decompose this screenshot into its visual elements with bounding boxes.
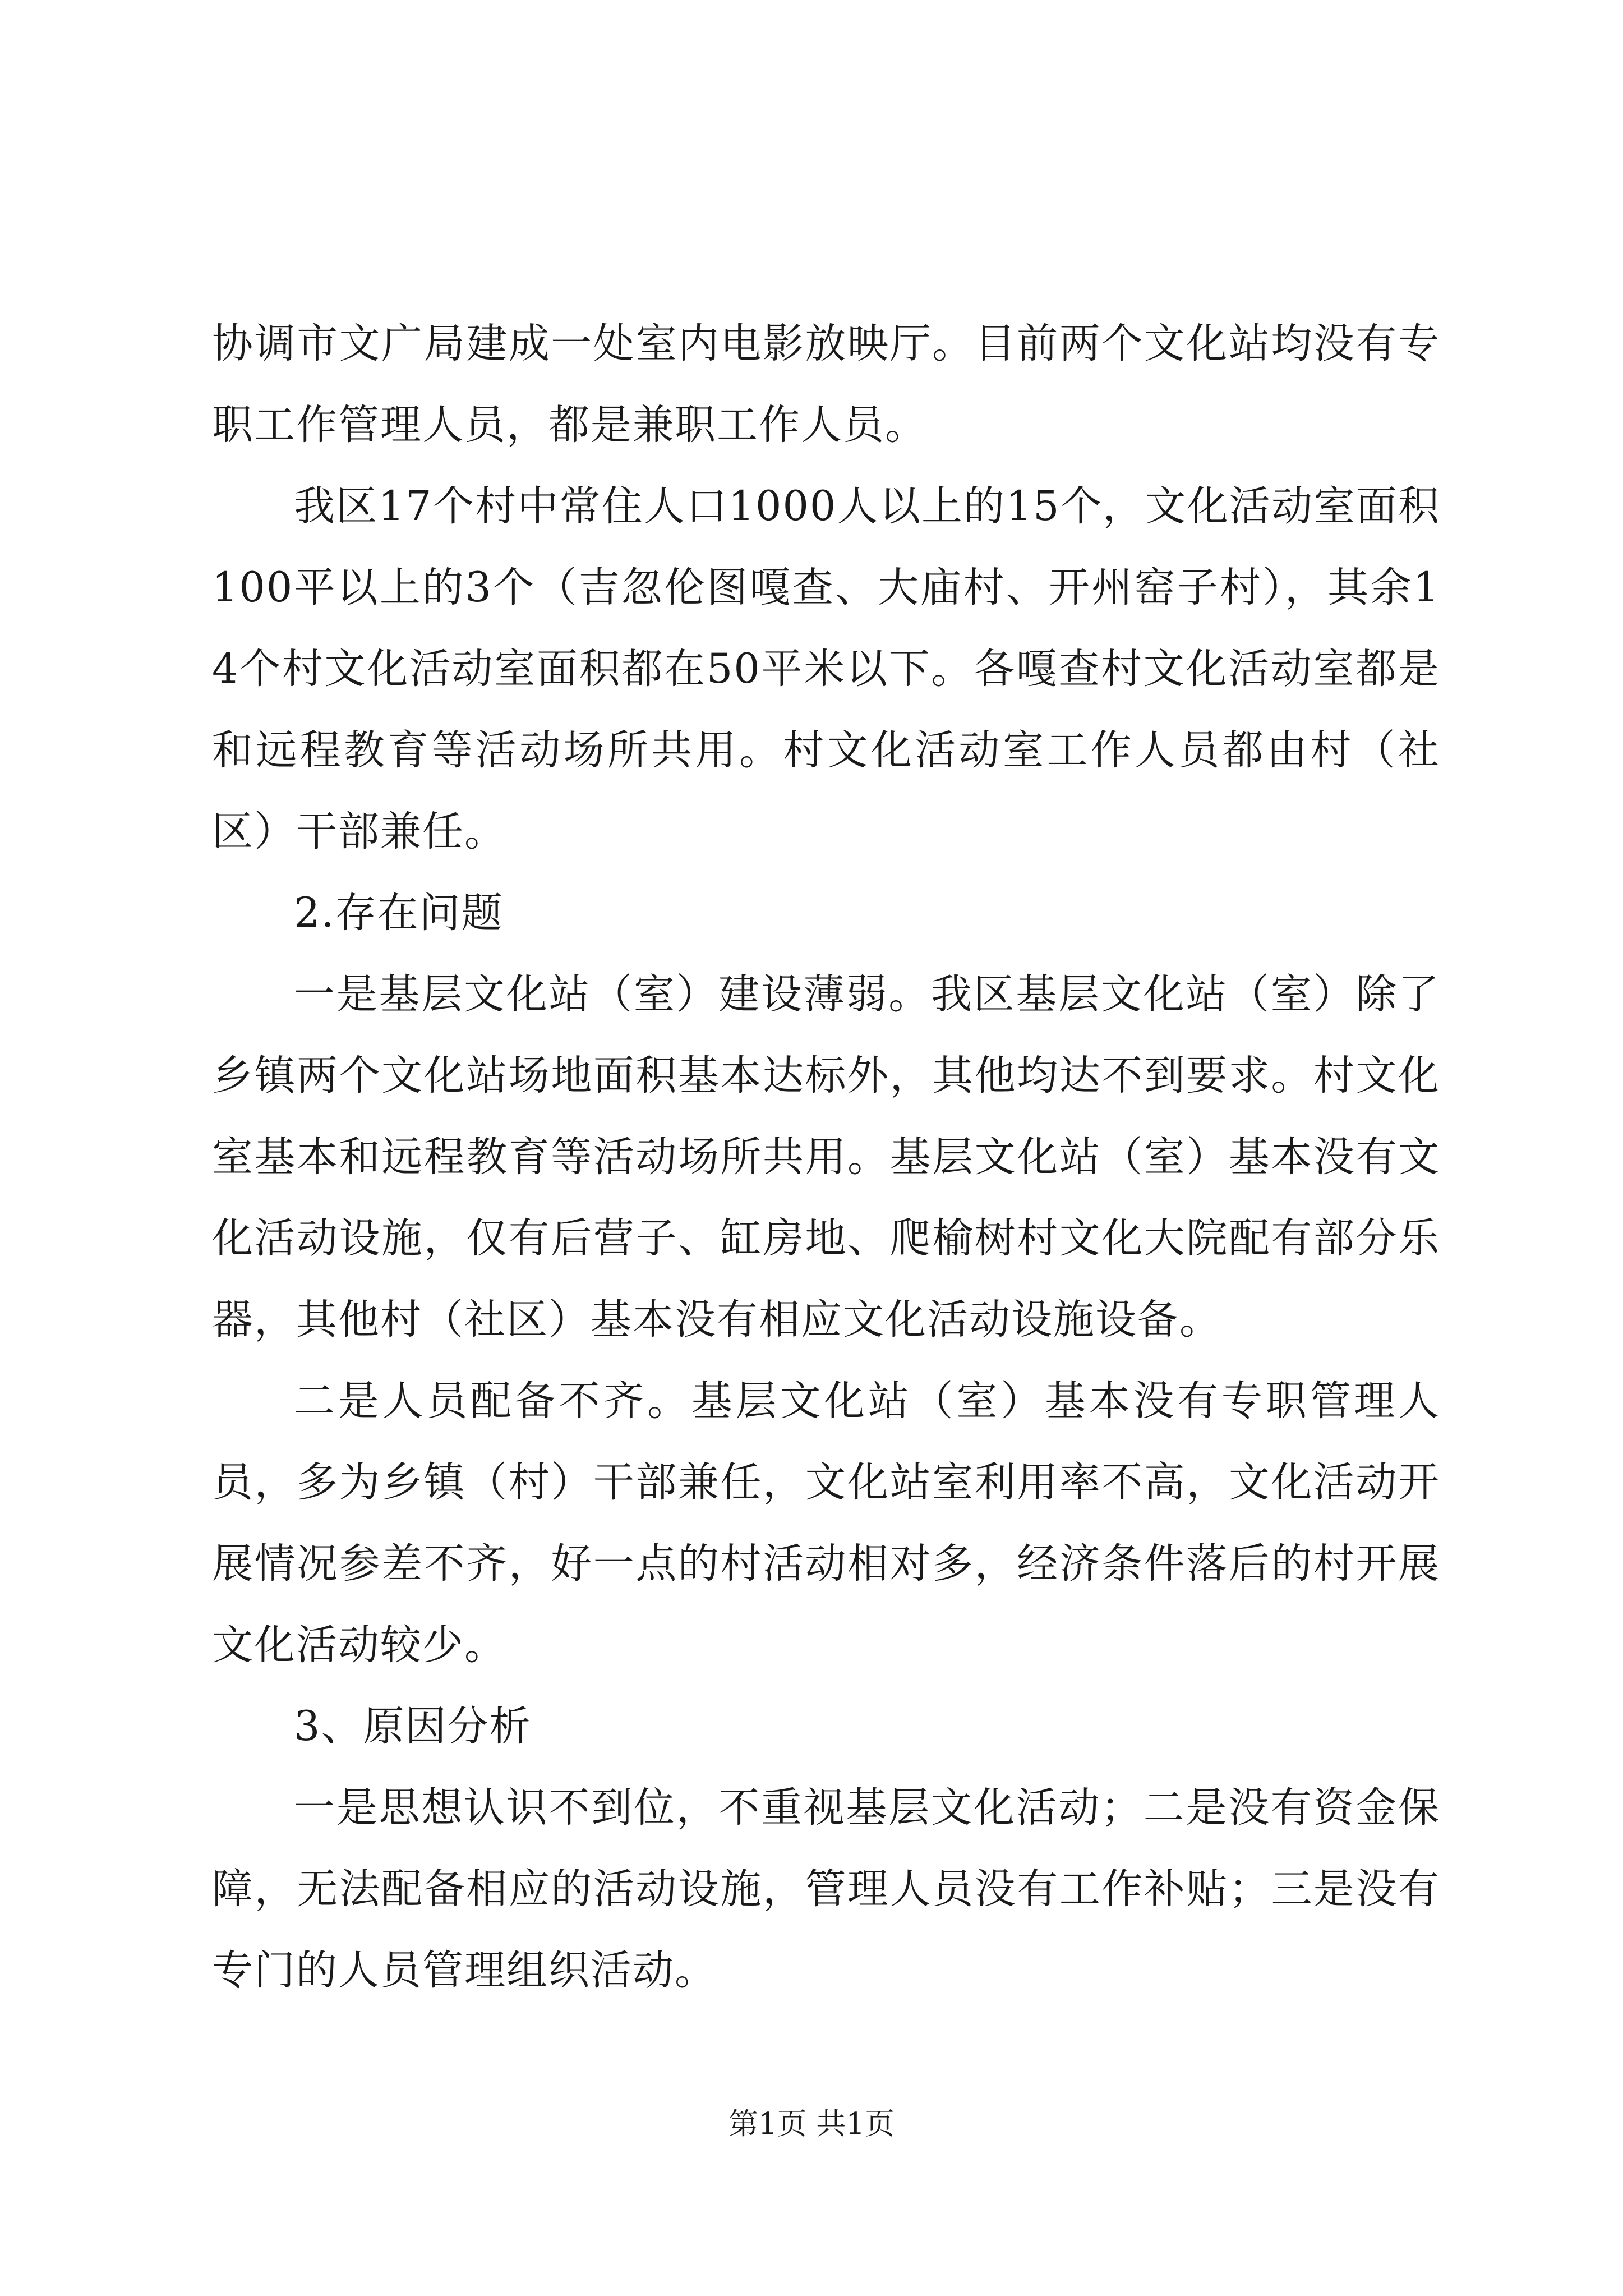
paragraph-problem-two: 二是人员配备不齐。基层文化站（室）基本没有专职管理人员，多为乡镇（村）干部兼任，文化站室利用率不高，文化活动开展情况参差不齐，好一点的村活动相对多，经济条件落后的村开展文化活动较少。 (212, 1377, 1440, 1669)
paragraph-analysis: 一是思想认识不到位，不重视基层文化活动；二是没有资金保障，无法配备相应的活动设施，管理人员没有工作补贴；三是没有专门的人员管理组织活动。 (212, 1784, 1440, 1994)
section-heading-problems: 2.存在问题 (294, 889, 504, 937)
paragraph-continuation: 协调市文广局建成一处室内电影放映厅。目前两个文化站均没有专职工作管理人员，都是兼职工作人员。 (212, 320, 1440, 449)
paragraph-problem-one: 一是基层文化站（室）建设薄弱。我区基层文化站（室）除了乡镇两个文化站场地面积基本达标外，其他均达不到要求。村文化室基本和远程教育等活动场所共用。基层文化站（室）基本没有文化活动设施，仅有后营子、缸房地、爬榆树村文化大院配有部分乐器，其他村（社区）基本没有相应文化活动设施设备。 (212, 970, 1440, 1343)
document-body (212, 303, 1440, 2011)
paragraph-village-statistics: 我区17个村中常住人口1000人以上的15个，文化活动室面积100平以上的3个（吉忽伦图嘎查、大庙村、开州窑子村），其余14个村文化活动室面积都在50平米以下。各嘎查村文化活动室都是和远程教育等活动场所共用。村文化活动室工作人员都由村（社区）干部兼任。 (212, 482, 1440, 855)
section-heading-analysis: 3、原因分析 (294, 1703, 532, 1750)
page-footer: 第1页 共1页 (728, 2107, 895, 2141)
